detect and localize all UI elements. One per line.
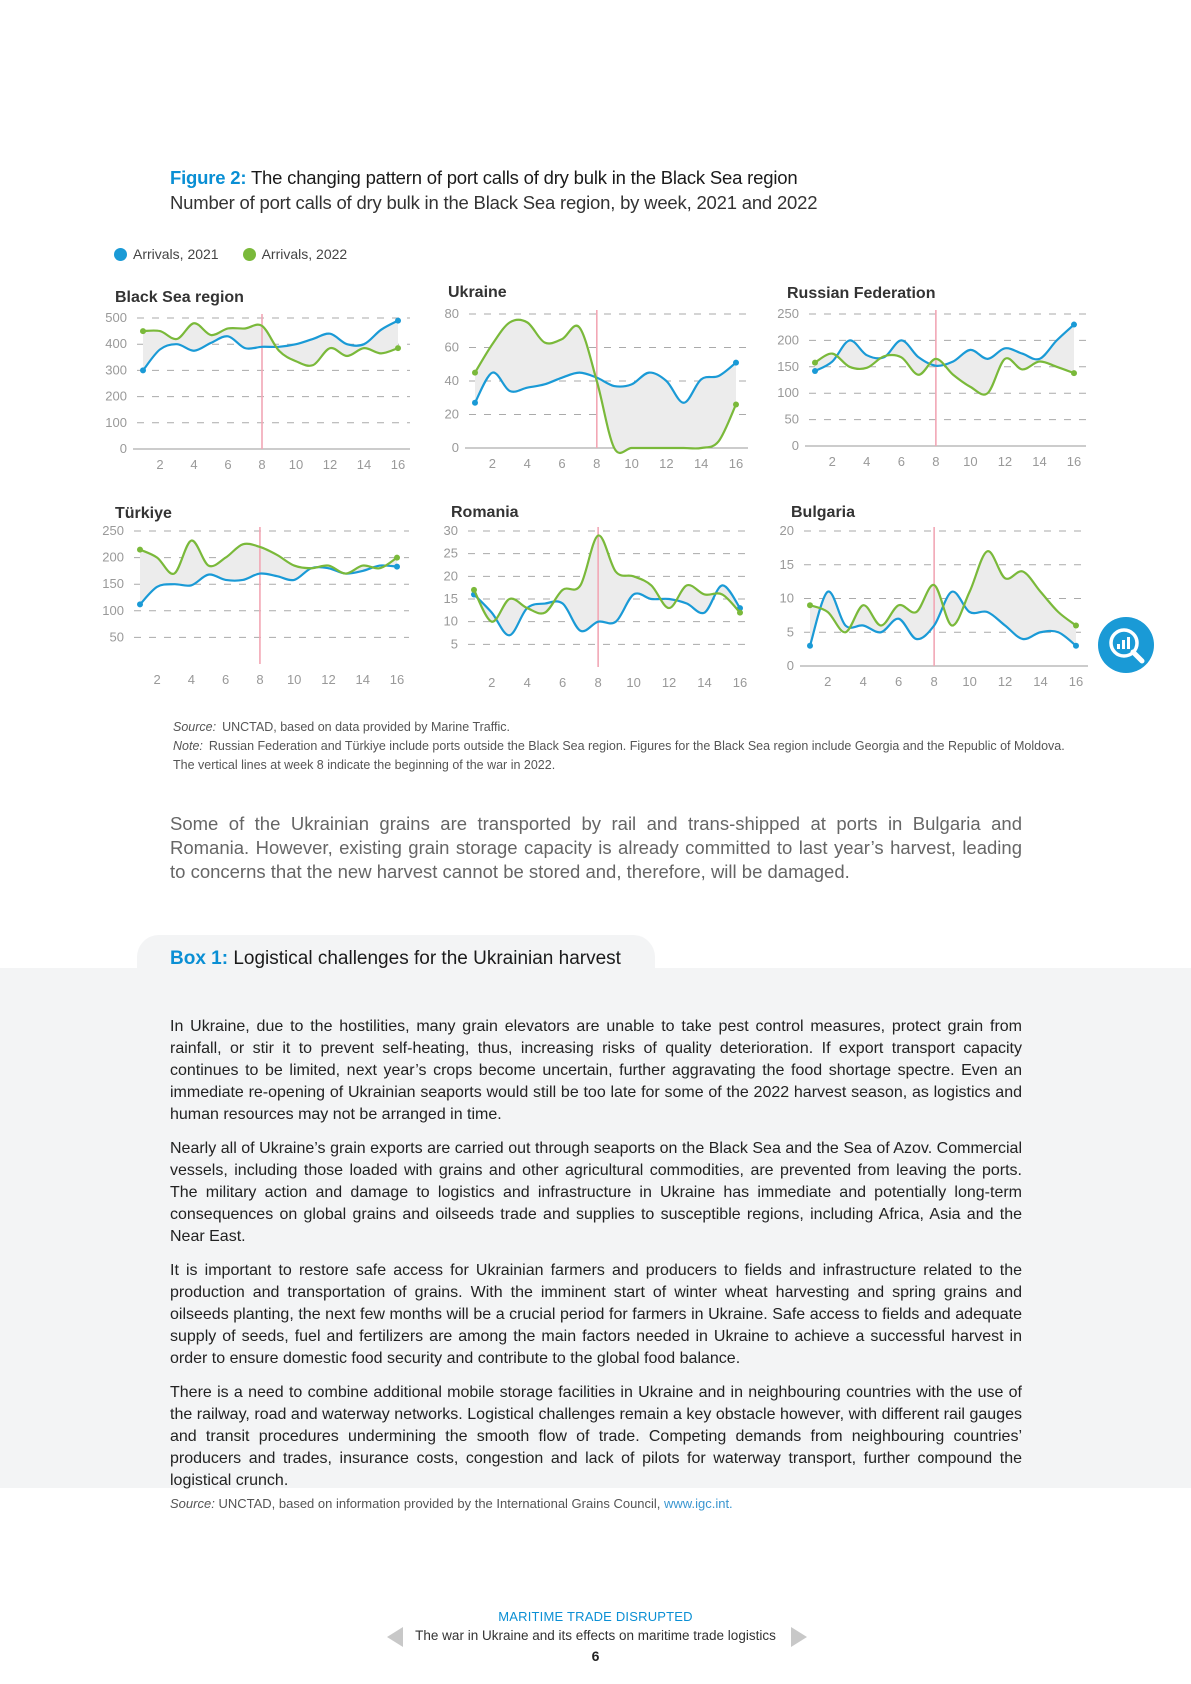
x-tick-label-5-1: 4 — [859, 674, 867, 689]
y-tick-label-5-3: 15 — [779, 556, 794, 572]
x-tick-label-3-3: 8 — [256, 672, 264, 687]
y-tick-label-0-3: 300 — [105, 362, 127, 378]
y-tick-label-2-1: 50 — [784, 411, 799, 427]
x-tick-label-4-3: 8 — [594, 675, 602, 690]
box-title — [170, 948, 621, 970]
x-tick-label-3-4: 10 — [286, 672, 302, 687]
search-badge[interactable] — [1098, 617, 1154, 673]
x-tick-label-0-4: 10 — [288, 457, 304, 472]
y-tick-label-3-0: 50 — [109, 629, 124, 645]
y-tick-label-5-2: 10 — [779, 590, 794, 606]
x-tick-label-0-5: 12 — [322, 457, 338, 472]
series-start-point-0-0 — [140, 367, 146, 373]
x-tick-label-5-5: 12 — [997, 674, 1013, 689]
figure-title-text: The changing pattern of port calls of dry bulk in the Black Sea region — [250, 167, 798, 188]
x-tick-label-2-6: 14 — [1032, 454, 1047, 469]
y-tick-label-4-1: 10 — [443, 613, 458, 629]
y-tick-label-3-4: 250 — [102, 523, 124, 538]
x-tick-label-1-4: 10 — [624, 456, 639, 471]
series-end-point-3-1 — [394, 555, 400, 561]
source-label: Source: — [173, 720, 217, 734]
y-tick-label-4-0: 5 — [450, 636, 458, 652]
series-start-point-4-1 — [471, 587, 477, 593]
series-end-point-3-0 — [394, 564, 400, 570]
body-paragraph: Some of the Ukrainian grains are transported by rail and trans-shipped at ports in Bulgaria and Romania. However, existing grain storage capacity is already committed to last year’s harvest, leading to concerns that the new harvest cannot be stored and, therefore, will be damaged. — [170, 813, 1022, 882]
legend-label-2021: Arrivals, 2021 — [133, 246, 219, 262]
y-tick-label-1-1: 20 — [444, 406, 459, 422]
y-tick-label-0-0: 0 — [119, 441, 127, 456]
note-label: Note: — [173, 739, 203, 753]
x-tick-label-1-5: 12 — [659, 456, 674, 471]
y-tick-label-3-2: 150 — [102, 576, 124, 592]
box-paragraph-1: In Ukraine, due to the hostilities, many grain elevators are unable to take pest control measures, protect grain from rainfall, or stir it to prevent self-heating, thus, increasing risks of quality deterioration. If export transport capacity continues to be limited, next year’s crops become uncertain, further aggravating the food shortage spectre. Even an immediate re-opening of Ukrainian seaports would still be too late for some of the 2022 harvest season, as logistics and human resources may not be arranged in time. — [170, 1018, 1022, 1123]
box-paragraph-3: It is important to restore safe access for Ukrainian farmers and producers to fields and infrastructure related to the production and transportation of grains. With the imminent start of winter wheat harvesting and spring grains and oilseeds planting, the next few months will be a crucial period for farmers in Ukraine. Safe access to fields and adequate supply of seeds, fuel and fertilizers are among the main factors needed in Ukraine to achieve a successful harvest in order to ensure domestic food security and contribute to the global food balance. — [170, 1262, 1022, 1367]
x-tick-label-4-2: 6 — [559, 675, 567, 690]
x-tick-label-3-6: 14 — [355, 672, 370, 687]
y-tick-label-2-4: 200 — [777, 332, 799, 348]
x-tick-label-0-0: 2 — [156, 457, 164, 472]
chart-title-0: Black Sea region — [115, 289, 244, 306]
x-tick-label-2-1: 4 — [863, 454, 871, 469]
series-end-point-0-1 — [395, 345, 401, 351]
x-tick-label-1-1: 4 — [523, 456, 531, 471]
x-tick-label-2-5: 12 — [997, 454, 1013, 469]
x-tick-label-3-7: 16 — [389, 672, 405, 687]
x-tick-label-1-6: 14 — [693, 456, 709, 471]
y-tick-label-2-2: 100 — [777, 385, 799, 401]
footer-subtitle: The war in Ukraine and its effects on maritime trade logistics — [415, 1628, 776, 1643]
box-source-text: UNCTAD, based on information provided by the International Grains Council, — [218, 1496, 665, 1511]
y-tick-label-3-1: 100 — [102, 602, 124, 618]
x-tick-label-1-2: 6 — [558, 456, 566, 471]
x-tick-label-1-7: 16 — [728, 456, 744, 471]
series-end-point-4-1 — [737, 610, 743, 616]
x-tick-label-2-3: 8 — [932, 454, 940, 469]
y-tick-label-0-2: 200 — [105, 388, 127, 404]
y-tick-label-1-0: 0 — [451, 440, 459, 455]
search-chart-icon — [1098, 617, 1154, 673]
box-source — [170, 1496, 733, 1511]
x-tick-label-4-1: 4 — [523, 675, 531, 690]
y-tick-label-3-3: 200 — [102, 549, 124, 565]
x-tick-label-3-0: 2 — [153, 672, 161, 687]
legend-label-2022: Arrivals, 2022 — [261, 246, 348, 262]
y-tick-label-2-5: 250 — [777, 306, 799, 321]
y-tick-label-4-4: 25 — [443, 545, 458, 561]
series-start-point-2-1 — [812, 360, 818, 366]
figure-notes — [173, 718, 1065, 775]
x-tick-label-3-1: 4 — [187, 672, 196, 687]
x-tick-label-4-4: 10 — [626, 675, 641, 690]
series-start-point-3-1 — [137, 547, 143, 553]
series-start-point-1-1 — [472, 370, 478, 376]
x-tick-label-5-0: 2 — [824, 674, 832, 689]
x-tick-label-2-7: 16 — [1066, 454, 1082, 469]
y-tick-label-5-1: 5 — [786, 624, 794, 640]
igc-link[interactable]: www.igc.int. — [664, 1496, 733, 1511]
y-tick-label-4-2: 15 — [443, 591, 458, 606]
x-tick-label-2-0: 2 — [828, 454, 836, 469]
x-tick-label-5-2: 6 — [895, 674, 903, 689]
x-tick-label-0-6: 14 — [356, 457, 372, 472]
x-tick-label-0-1: 4 — [190, 457, 198, 472]
box-paragraph-4: There is a need to combine additional mobile storage facilities in Ukraine and in neighbouring countries with the use of the railway, road and waterway networks. Logistical challenges remain a key obstacle however, with different rail gauges and transit procedures undermining the smooth flow of trade. Competing demands from neighbouring countries’ producers and trades, insurance costs, congestion and lack of pilots for waterway transport, further compound the logistical crunch. — [170, 1384, 1022, 1489]
box-content — [170, 1016, 1022, 1504]
arrow-right-icon[interactable] — [791, 1627, 807, 1647]
box-label: Box 1: — [170, 948, 229, 969]
figure-subtitle: Number of port calls of dry bulk in the Black Sea region, by week, 2021 and 2022 — [170, 192, 818, 213]
x-tick-label-4-0: 2 — [488, 675, 496, 690]
y-tick-label-1-4: 80 — [444, 306, 459, 321]
chart-title-4: Romania — [451, 504, 519, 521]
series-end-point-1-0 — [733, 360, 739, 366]
x-tick-label-4-6: 14 — [697, 675, 712, 690]
x-tick-label-0-2: 6 — [224, 457, 232, 472]
y-tick-label-4-3: 20 — [443, 568, 458, 584]
figure-source — [173, 718, 1065, 737]
y-tick-label-2-0: 0 — [791, 438, 799, 453]
series-end-point-2-0 — [1071, 322, 1077, 328]
box-paragraph-2: Nearly all of Ukraine’s grain exports are carried out through seaports on the Black Sea and the Sea of Azov. Commercial vessels, including those loaded with grains and other agricultural commodities, are prevented from leaving the ports. The military action and damage to logistics and infrastructure in Ukraine has immediate and potentially long-term consequences on global grains and oilseeds trade and supplies to susceptible regions, including Africa, Asia and the Near East. — [170, 1140, 1022, 1245]
series-end-point-5-0 — [1073, 643, 1079, 649]
chart-title-5: Bulgaria — [791, 504, 856, 521]
x-tick-label-5-3: 8 — [930, 674, 938, 689]
chart-title-3: Türkiye — [115, 505, 172, 522]
box-title-text: Logistical challenges for the Ukrainian harvest — [233, 948, 621, 969]
x-tick-label-5-4: 10 — [962, 674, 977, 689]
y-tick-label-0-4: 400 — [105, 336, 127, 352]
box-source-label: Source: — [170, 1496, 215, 1511]
y-tick-label-1-3: 60 — [444, 339, 459, 355]
series-start-point-2-0 — [812, 368, 818, 374]
y-tick-label-0-1: 100 — [105, 414, 127, 430]
series-start-point-0-1 — [140, 328, 146, 334]
x-tick-label-2-2: 6 — [897, 454, 905, 469]
series-start-point-5-0 — [807, 643, 813, 649]
y-tick-label-5-0: 0 — [786, 658, 794, 673]
series-start-point-3-0 — [137, 601, 143, 607]
x-tick-label-1-0: 2 — [488, 456, 497, 471]
chart-title-1: Ukraine — [448, 284, 507, 301]
y-tick-label-4-5: 30 — [443, 523, 458, 538]
x-tick-label-5-7: 16 — [1068, 674, 1084, 689]
figure-note-2: The vertical lines at week 8 indicate the beginning of the war in 2022. — [173, 758, 556, 772]
chart-title-2: Russian Federation — [787, 285, 936, 302]
x-tick-label-4-5: 12 — [661, 675, 677, 690]
series-end-point-0-0 — [395, 318, 401, 324]
figure-note — [173, 737, 1065, 756]
series-end-point-2-1 — [1071, 370, 1077, 376]
x-tick-label-3-5: 12 — [321, 672, 336, 687]
x-tick-label-0-3: 8 — [258, 457, 266, 472]
y-tick-label-5-4: 20 — [779, 523, 794, 538]
footer-title: MARITIME TRADE DISRUPTED — [498, 1609, 693, 1624]
small-multiples-charts — [0, 0, 1191, 720]
series-start-point-1-0 — [472, 400, 478, 406]
y-tick-label-1-2: 40 — [444, 373, 459, 388]
note-text: Russian Federation and Türkiye include ports outside the Black Sea region. Figures for the Black Sea region include Georgia and the Republic of Moldova. — [208, 739, 1065, 753]
x-tick-label-4-7: 16 — [732, 675, 748, 690]
x-tick-label-3-2: 6 — [222, 672, 230, 687]
y-tick-label-0-5: 500 — [105, 310, 127, 325]
series-end-point-5-1 — [1073, 623, 1079, 629]
page-number: 6 — [591, 1648, 600, 1664]
x-tick-label-0-7: 16 — [390, 457, 406, 472]
x-tick-label-2-4: 10 — [963, 454, 978, 469]
y-tick-label-2-3: 150 — [777, 358, 799, 374]
series-end-point-1-1 — [733, 401, 739, 407]
figure-label: Figure 2: — [170, 167, 247, 188]
x-tick-label-1-3: 8 — [593, 456, 601, 471]
x-tick-label-5-6: 14 — [1033, 674, 1048, 689]
series-start-point-5-1 — [807, 602, 813, 608]
source-text: UNCTAD, based on data provided by Marine Traffic. — [222, 720, 510, 734]
